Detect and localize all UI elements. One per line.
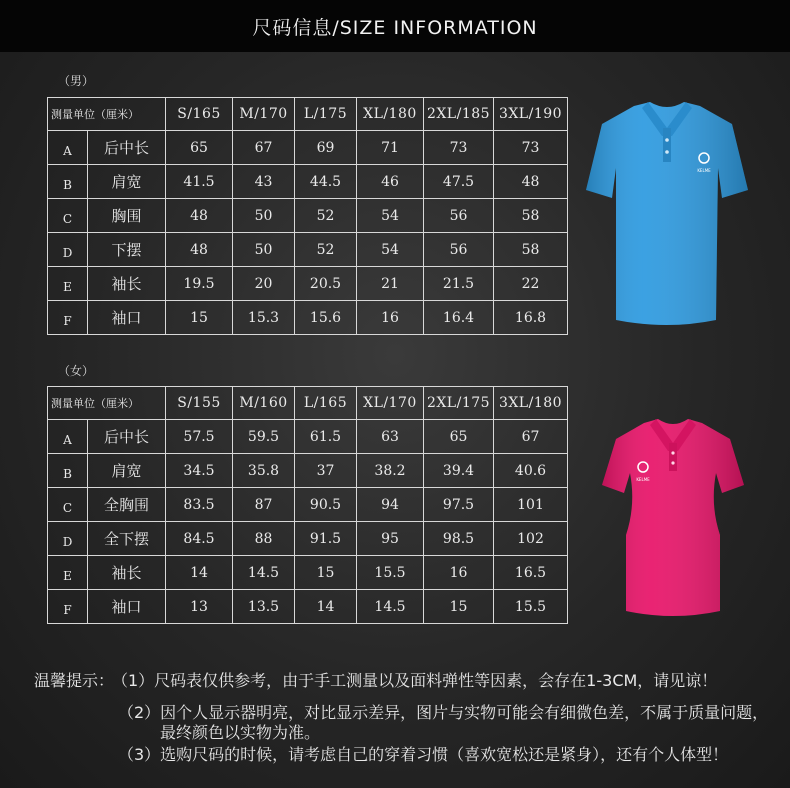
row-code: C [48, 488, 88, 522]
measurement-value: 15.5 [357, 556, 424, 590]
measurement-value: 61.5 [295, 420, 357, 454]
measurement-value: 48 [166, 199, 233, 233]
measurement-name: 胸围 [88, 199, 166, 233]
size-row [48, 165, 568, 199]
size-row [48, 590, 568, 624]
size-header: XL/170 [357, 387, 424, 420]
measurement-value: 15 [424, 590, 494, 624]
note-2: （2）因个人显示器明亮，对比显示差异，图片与实物可能会有细微色差，不属于质量问题， [118, 703, 769, 722]
measurement-value: 65 [166, 131, 233, 165]
measurement-value: 41.5 [166, 165, 233, 199]
measurement-value: 73 [494, 131, 568, 165]
measurement-name: 全下摆 [88, 522, 166, 556]
measurement-value: 46 [357, 165, 424, 199]
measurement-name: 后中长 [88, 131, 166, 165]
men-section-label: （男） [58, 74, 95, 88]
row-code: C [48, 199, 88, 233]
row-code: F [48, 301, 88, 335]
measurement-name: 袖口 [88, 301, 166, 335]
measurement-value: 14.5 [357, 590, 424, 624]
men-size-table [47, 97, 568, 335]
measurement-value: 52 [295, 199, 357, 233]
size-row [48, 233, 568, 267]
measurement-value: 16 [424, 556, 494, 590]
measurement-value: 73 [424, 131, 494, 165]
measurement-value: 65 [424, 420, 494, 454]
measurement-value: 57.5 [166, 420, 233, 454]
women-polo-shirt-image [598, 415, 748, 625]
size-header: L/165 [295, 387, 357, 420]
size-header: S/155 [166, 387, 233, 420]
measurement-name: 袖长 [88, 267, 166, 301]
measurement-value: 83.5 [166, 488, 233, 522]
measurement-value: 52 [295, 233, 357, 267]
measurement-value: 56 [424, 233, 494, 267]
measurement-value: 67 [233, 131, 295, 165]
men-header-row [48, 98, 568, 131]
measurement-value: 43 [233, 165, 295, 199]
measurement-value: 58 [494, 233, 568, 267]
measurement-value: 15 [295, 556, 357, 590]
row-code: B [48, 454, 88, 488]
size-row [48, 420, 568, 454]
measurement-value: 16.4 [424, 301, 494, 335]
measurement-value: 56 [424, 199, 494, 233]
measurement-value: 71 [357, 131, 424, 165]
unit-header: 测量单位（厘米） [48, 387, 166, 420]
measurement-value: 13 [166, 590, 233, 624]
men-polo-shirt-image [582, 98, 752, 333]
measurement-value: 50 [233, 199, 295, 233]
measurement-value: 69 [295, 131, 357, 165]
measurement-value: 39.4 [424, 454, 494, 488]
measurement-value: 58 [494, 199, 568, 233]
measurement-value: 97.5 [424, 488, 494, 522]
measurement-value: 14 [295, 590, 357, 624]
measurement-value: 38.2 [357, 454, 424, 488]
row-code: D [48, 233, 88, 267]
measurement-value: 91.5 [295, 522, 357, 556]
measurement-value: 16 [357, 301, 424, 335]
note-2-continued: 最终颜色以实物为准。 [160, 723, 321, 742]
size-row [48, 556, 568, 590]
size-header: 3XL/180 [494, 387, 568, 420]
measurement-value: 94 [357, 488, 424, 522]
row-code: A [48, 420, 88, 454]
measurement-value: 54 [357, 233, 424, 267]
measurement-name: 肩宽 [88, 454, 166, 488]
size-row [48, 522, 568, 556]
measurement-value: 14 [166, 556, 233, 590]
measurement-value: 63 [357, 420, 424, 454]
measurement-name: 下摆 [88, 233, 166, 267]
measurement-value: 14.5 [233, 556, 295, 590]
measurement-value: 59.5 [233, 420, 295, 454]
women-size-table [47, 386, 568, 624]
measurement-value: 48 [166, 233, 233, 267]
size-row [48, 488, 568, 522]
measurement-value: 48 [494, 165, 568, 199]
measurement-value: 21.5 [424, 267, 494, 301]
measurement-value: 67 [494, 420, 568, 454]
measurement-value: 34.5 [166, 454, 233, 488]
measurement-name: 袖口 [88, 590, 166, 624]
measurement-value: 15 [166, 301, 233, 335]
measurement-value: 102 [494, 522, 568, 556]
measurement-value: 21 [357, 267, 424, 301]
measurement-value: 95 [357, 522, 424, 556]
size-row [48, 131, 568, 165]
svg-text:KELME: KELME [697, 168, 711, 173]
measurement-value: 40.6 [494, 454, 568, 488]
size-header: 2XL/175 [424, 387, 494, 420]
row-code: B [48, 165, 88, 199]
note-3: （3）选购尺码的时候，请考虑自己的穿着习惯（喜欢宽松还是紧身），还有个人体型！ [118, 745, 729, 764]
measurement-name: 袖长 [88, 556, 166, 590]
unit-header: 测量单位（厘米） [48, 98, 166, 131]
row-code: E [48, 556, 88, 590]
measurement-value: 44.5 [295, 165, 357, 199]
measurement-value: 88 [233, 522, 295, 556]
women-section-label: （女） [58, 364, 95, 378]
measurement-value: 16.5 [494, 556, 568, 590]
measurement-value: 19.5 [166, 267, 233, 301]
measurement-value: 22 [494, 267, 568, 301]
title-bar [0, 0, 790, 52]
measurement-value: 16.8 [494, 301, 568, 335]
size-header: 2XL/185 [424, 98, 494, 131]
measurement-value: 20 [233, 267, 295, 301]
measurement-value: 47.5 [424, 165, 494, 199]
measurement-value: 15.5 [494, 590, 568, 624]
row-code: F [48, 590, 88, 624]
measurement-name: 肩宽 [88, 165, 166, 199]
measurement-value: 90.5 [295, 488, 357, 522]
women-header-row [48, 387, 568, 420]
measurement-value: 37 [295, 454, 357, 488]
measurement-value: 54 [357, 199, 424, 233]
measurement-value: 98.5 [424, 522, 494, 556]
measurement-name: 全胸围 [88, 488, 166, 522]
notes-prefix: 温馨提示： [34, 671, 115, 690]
measurement-value: 15.6 [295, 301, 357, 335]
size-row [48, 454, 568, 488]
size-row [48, 301, 568, 335]
measurement-value: 87 [233, 488, 295, 522]
measurement-name: 后中长 [88, 420, 166, 454]
size-header: S/165 [166, 98, 233, 131]
size-header: XL/180 [357, 98, 424, 131]
measurement-value: 13.5 [233, 590, 295, 624]
size-header: 3XL/190 [494, 98, 568, 131]
row-code: A [48, 131, 88, 165]
size-header: M/160 [233, 387, 295, 420]
measurement-value: 35.8 [233, 454, 295, 488]
measurement-value: 101 [494, 488, 568, 522]
row-code: E [48, 267, 88, 301]
note-1: （1）尺码表仅供参考，由于手工测量以及面料弹性等因素，会存在1-3CM，请见谅！ [112, 671, 718, 690]
row-code: D [48, 522, 88, 556]
measurement-value: 84.5 [166, 522, 233, 556]
measurement-value: 20.5 [295, 267, 357, 301]
measurement-value: 50 [233, 233, 295, 267]
page-title: 尺码信息/SIZE INFORMATION [252, 16, 538, 39]
measurement-value: 15.3 [233, 301, 295, 335]
size-row [48, 267, 568, 301]
svg-text:KELME: KELME [636, 477, 650, 482]
size-header: L/175 [295, 98, 357, 131]
size-header: M/170 [233, 98, 295, 131]
size-row [48, 199, 568, 233]
